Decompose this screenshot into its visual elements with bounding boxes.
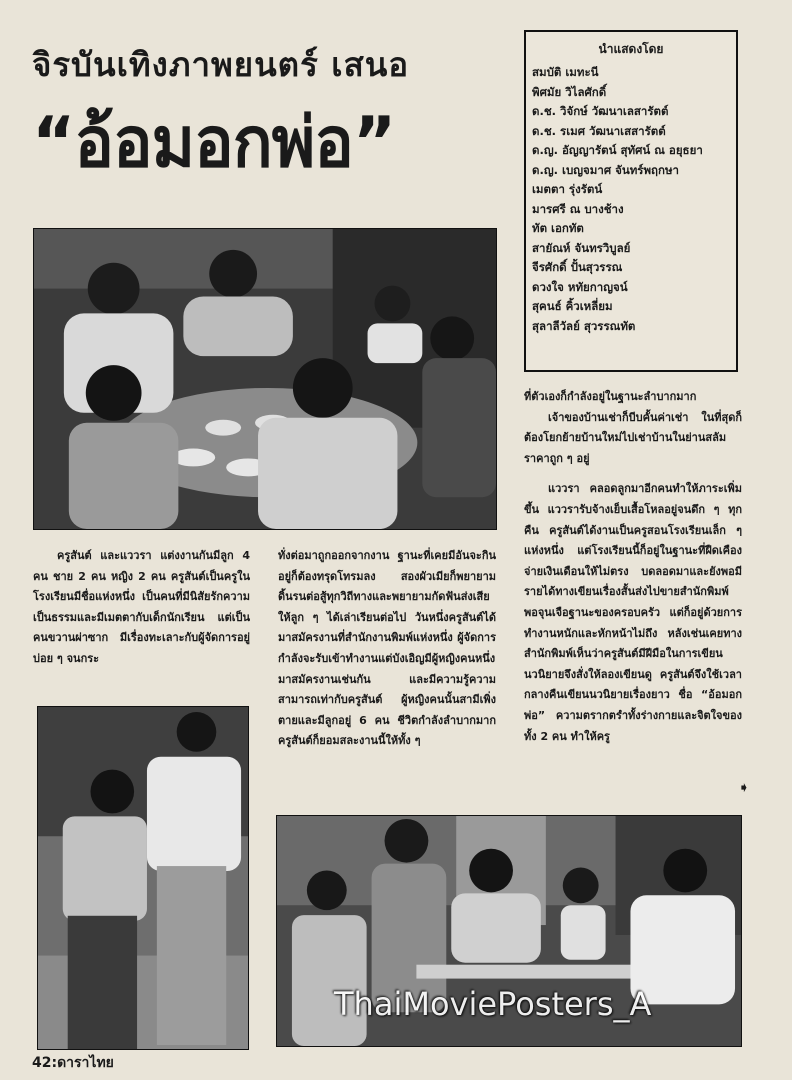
movie-title: “อ้อมอกพ่อ” <box>32 102 396 183</box>
article-column-3 <box>524 387 742 747</box>
page-number-footer: 42:ดาราไทย <box>32 1055 114 1071</box>
cast-name: พิศมัย วิไลศักดิ์ <box>532 84 607 99</box>
watermark: ThaiMoviePosters_A <box>334 985 652 1023</box>
article-paragraph: ทั่งต่อมาถูกออกจากงาน ฐานะที่เคยมีอันจะกินอยู่ก็ต้องทรุดโทรมลง สองผัวเมียก็พยายามดิ้นรนต่อสู้ทุกวิถีทางและพยายามกัดฟันส่งเสียให้ลูก ๆ ได้เล่าเรียนต่อไป วันหนึ่งครูสันต์ได้มาสมัครงานที่สำนักงานพิมพ์แห่งหนึ่ง ผู้จัดการกำลังจะรับเข้าทำงานแต่บังเอิญมีผู้หญิงคนหนึ่งมาสมัครงานเช่นกัน และมีความรู้ความสามารถเท่ากับครูสันต์ ผู้หญิงคนนั้นสามีเพิ่งตายและมีลูกอยู่ 6 คน ชีวิตกำลังลำบากมาก ครูสันต์ก็ยอมสละงานนี้ให้ทั้ง ๆ <box>278 549 496 748</box>
cast-name: ทัต เอกทัต <box>532 221 584 235</box>
family-dinner-image <box>34 229 496 529</box>
couple-image <box>38 707 248 1049</box>
article-paragraph: ครูสันต์ และแววรา แต่งงานกันมีลูก 4 คน ชาย 2 คน หญิง 2 คน ครูสันต์เป็นครูในโรงเรียนมีชื่อแห่งหนึ่ง เป็นคนที่มีนิสัยรักความเป็นธรรมและมีเมตตากับเด็กนักเรียน แต่เป็นคนขวานผ่าซาก มีเรื่องทะเลาะกับผู้จัดการอยู่บ่อย ๆ จนกระ <box>33 549 250 665</box>
article-column-2 <box>278 546 496 752</box>
cast-name: สุคนธ์ คิ้วเหลี่ยม <box>532 299 613 313</box>
article-paragraph: ที่ตัวเองก็กำลังอยู่ในฐานะลำบากมาก <box>524 390 697 403</box>
cast-box <box>524 30 738 372</box>
article-column-1 <box>33 546 250 670</box>
cast-name: ดวงใจ หทัยกาญจน์ <box>532 279 628 294</box>
cast-list <box>532 63 730 336</box>
continue-arrow-icon: ➧ <box>738 780 750 796</box>
family-dinner-photo <box>33 228 497 530</box>
cast-name: เมตตา รุ่งรัตน์ <box>532 182 603 196</box>
cast-name: สายัณห์ จันทรวิบูลย์ <box>532 240 631 255</box>
cast-name: ด.ญ. เบญจมาศ จันทร์พฤกษา <box>532 162 680 177</box>
cast-name: สุลาลีวัลย์ สุวรรณทัต <box>532 318 636 333</box>
cast-name: จีรศักดิ์ ปั้นสุวรรณ <box>532 260 623 274</box>
couple-photo <box>37 706 249 1050</box>
presenter-line: จิรบันเทิงภาพยนตร์ เสนอ <box>32 45 410 84</box>
cast-name: ด.ญ. อัญญารัตน์ สุทัศน์ ณ อยุธยา <box>532 143 703 157</box>
cast-heading: นำแสดงโดย <box>598 42 664 56</box>
cast-name: ด.ช. วิจักษ์ วัฒนาเลสารัตต์ <box>532 104 669 118</box>
cast-name: สมบัติ เมทะนี <box>532 65 599 79</box>
article-paragraph: เจ้าของบ้านเช่าก็บีบคั้นค่าเช่า ในที่สุดก็ต้องโยกย้ายบ้านใหม่ไปเช่าบ้านในย่านสลัมราคาถูก ๆ อยู่ <box>524 410 742 465</box>
cast-name: มารศรี ณ บางช้าง <box>532 201 624 216</box>
article-paragraph: แววรา คลอดลูกมาอีกคนทำให้ภาระเพิ่มขึ้น แววรารับจ้างเย็บเสื้อโหลอยู่จนดึก ๆ ทุกคืน ครูสันต์ได้งานเป็นครูสอนโรงเรียนเล็ก ๆ แห่งหนึ่ง แต่โรงเรียนนี้ก็อยู่ในฐานะที่ฝืดเคือง จ่ายเงินเดือนให้ไม่ตรง บดลอดมาและยังพอมีรายได้ทางเขียนเรื่องสั้นส่งไปขายสำนักพิมพ์พอจุนเจือฐานะของครอบครัว แต่ก็อยู่ด้วยการทำงานหนักและหักหน้าไม่ถึง หลังเช่นเคยทางสำนักพิมพ์เห็นว่าครูสันต์มีฝีมือในการเขียนนวนิยายจึงสั่งให้ลองเขียนดู ครูสันต์จึงใช้เวลากลางคืนเขียนนวนิยายเรื่องยาว ชื่อ “อ้อมอกพ่อ” ความตรากตรำทั้งร่างกายและจิตใจของทั้ง 2 คน ทำให้ครู <box>524 482 742 743</box>
cast-name: ด.ช. รเมศ วัฒนาเสสารัตต์ <box>532 123 666 138</box>
